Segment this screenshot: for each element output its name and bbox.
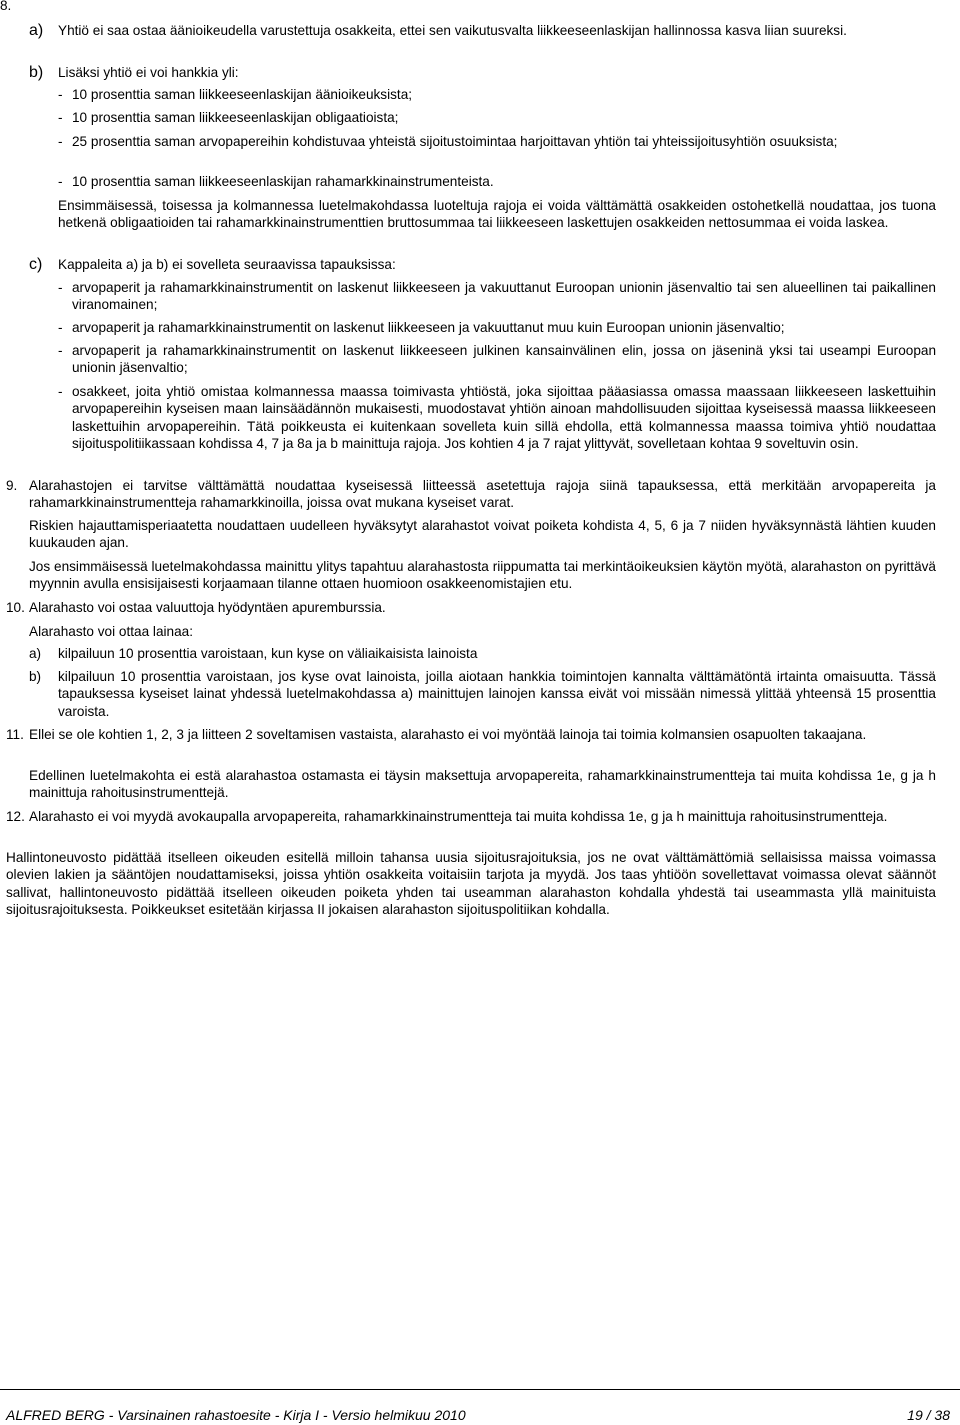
bullet-dash: - — [58, 320, 63, 335]
list-item: 10 prosenttia saman liikkeeseenlaskijan rahamarkkinainstrumenteista. — [72, 174, 494, 189]
loan-a-marker: a) — [29, 646, 42, 661]
item-c-intro: Kappaleita a) ja b) ei sovelleta seuraavissa tapauksissa: — [58, 257, 396, 272]
list-item: 10 prosenttia saman liikkeeseenlaskijan obligaatioista; — [72, 110, 399, 125]
closing-paragraph: Hallintoneuvosto pidättää itselleen oikeuden esitellä milloin tahansa uusia sijoitusrajoituksia, jos ne ovat välttämättömiä sellaisissa maissa voimassa olevien lakien ja sääntöjen noudattamiseksi, joissa yhtiön osakkeita voitaisiin tarjota ja myydä. Jos taas yhtiöön sovellettavat voimassa olevat säännöt sallivat, hallintoneuvosto pidättää itselleen oikeuden poiketa yhden tai useamman alarahaston kohdalla yhdestä tai useammasta yllä mainituista sijoitusrajoituksesta. Poikkeukset esitetään kirjassa II jokaisen alarahaston sijoituspolitiikan kohdalla. — [6, 850, 936, 918]
bullet-dash: - — [58, 384, 63, 399]
list-item: arvopaperit ja rahamarkkinainstrumentit on laskenut liikkeeseen julkinen kansainvälinen elin, jossa on jäseninä yksi tai useampi Euroopan unionin jäsenvaltio; — [72, 343, 936, 376]
loan-b-marker: b) — [29, 669, 42, 684]
footer-divider — [0, 1389, 960, 1390]
bullet-dash: - — [58, 134, 63, 149]
item-c-marker: c) — [29, 256, 43, 273]
item-a-marker: a) — [29, 22, 44, 39]
page-footer — [0, 1389, 960, 1425]
item-a-text: Yhtiö ei saa ostaa äänioikeudella varustettuja osakkeita, ettei sen vaikutusvalta liikkeeseenlaskijan hallinnossa kasva liian suureksi. — [58, 23, 847, 38]
list-item: arvopaperit ja rahamarkkinainstrumentit on laskenut liikkeeseen ja vakuuttanut Euroopan unionin jäsenvaltio tai sen alueellinen tai paikallinen viranomainen; — [72, 280, 936, 313]
section-9-paragraph: Jos ensimmäisessä luetelmakohdassa mainittu ylitys tapahtuu alarahastosta riippumatta tai merkintäoikeuksien käytön myötä, alarahaston on pyrittävä myynnin avulla ensisijaisesti korjaamaan tilanne ottaen huomioon osakkeenomistajien etu. — [29, 559, 936, 592]
section-10-text: Alarahasto voi ostaa valuuttoja hyödyntäen apuremburssia. — [29, 600, 386, 615]
footer-page-number: 19 / 38 — [907, 1407, 950, 1423]
footer-document-title: ALFRED BERG - Varsinainen rahastoesite - Kirja I - Versio helmikuu 2010 — [6, 1407, 466, 1423]
section-8-number: 8. — [0, 0, 12, 13]
section-12-number: 12. — [6, 809, 25, 824]
section-9-paragraph: Alarahastojen ei tarvitse välttämättä noudattaa kyseisessä liitteessä asetettuja rajoja siinä tapauksessa, että merkitään arvopapereita ja rahamarkkinainstrumentteja rahamarkkinoilla, joissa ovat mukana kyseiset varat. — [29, 478, 936, 511]
bullet-dash: - — [58, 280, 63, 295]
list-item: osakkeet, joita yhtiö omistaa kolmannessa maassa toimivasta yhtiöstä, joka sijoittaa pääasiassa omassa maassaan liikkeeseen laskettuihin arvopapereihin kyseisen maan lainsäädännön mukaisesti, muodostavat yhtiön ainoan mahdollisuuden sijoittaa kyseisessä maassa liikkeeseen laskettuihin arvopapereihin. Tätä poikkeusta ei kuitenkaan sovelleta kuin sillä ehdolla, että kolmannessa maassa toimiva yhtiö noudattaa sijoituspolitiikassaan kohdissa 4, 7 ja 8a ja b mainittuja rajoja. Jos kohtien 4 ja 7 rajat ylittyvät, sovelletaan kohtaa 9 soveltuvin osin. — [72, 384, 936, 452]
list-item: 25 prosenttia saman arvopapereihin kohdistuvaa yhteistä sijoitustoimintaa harjoittavan yhtiön tai yhteissijoitusyhtiön osuuksista; — [72, 134, 838, 149]
section-10-number: 10. — [6, 600, 25, 615]
section-11-paragraph: Ellei se ole kohtien 1, 2, 3 ja liitteen 2 soveltamisen vastaista, alarahasto ei voi myöntää lainoja tai toimia kolmansien osapuolten takaajana. — [29, 727, 867, 742]
item-b-marker: b) — [29, 64, 44, 81]
bullet-dash: - — [58, 110, 63, 125]
section-12-text: Alarahasto ei voi myydä avokaupalla arvopapereita, rahamarkkinainstrumentteja tai muita kohdissa 1e, g ja h mainittuja rahoitusinstrumentteja. — [29, 809, 888, 824]
loan-b-text: kilpailuun 10 prosenttia varoistaan, jos kyse ovat lainoista, joilla aiotaan hankkia toimintojen kannalta välttämätöntä irtainta omaisuutta. Tässä tapauksessa kyseiset lainat yhdessä luetelmakohdassa a) mainittujen lainojen kanssa eivät voi missään nimessä ylittää yhteensä 15 prosenttia varoista. — [58, 669, 936, 719]
item-b-intro: Lisäksi yhtiö ei voi hankkia yli: — [58, 65, 239, 80]
bullet-dash: - — [58, 87, 63, 102]
bullet-dash: - — [58, 343, 63, 358]
loans-intro: Alarahasto voi ottaa lainaa: — [29, 624, 193, 639]
section-9-paragraph: Riskien hajauttamisperiaatetta noudattaen uudelleen hyväksytyt alarahastot voivat poiketa kohdista 4, 5, 6 ja 7 niiden hyväksynnästä lähtien kuuden kuukauden ajan. — [29, 518, 936, 551]
list-item: arvopaperit ja rahamarkkinainstrumentit on laskenut liikkeeseen ja vakuuttanut muu kuin Euroopan unionin jäsenvaltio; — [72, 320, 785, 335]
bullet-dash: - — [58, 174, 63, 189]
section-11-paragraph: Edellinen luetelmakohta ei estä alarahastoa ostamasta ei täysin maksettuja arvopapereita, rahamarkkinainstrumentteja tai muita kohdissa 1e, g ja h mainittuja rahoitusinstrumenttejä. — [29, 768, 936, 801]
item-b-note: Ensimmäisessä, toisessa ja kolmannessa luetelmakohdassa luoteltuja rajoja ei voida välttämättä osakkeiden ostohetkellä noudattaa, jos tuona hetkenä obligaatioiden tai rahamarkkinainstrumenttien bruttosummaa tai liikkeeseen laskettujen osakkeiden nettosummaa ei voida laskea. — [58, 198, 936, 231]
loan-a-text: kilpailuun 10 prosenttia varoistaan, kun kyse on väliaikaisista lainoista — [58, 646, 478, 661]
list-item: 10 prosenttia saman liikkeeseenlaskijan äänioikeuksista; — [72, 87, 413, 102]
section-9-number: 9. — [6, 478, 18, 493]
section-11-number: 11. — [6, 727, 24, 742]
